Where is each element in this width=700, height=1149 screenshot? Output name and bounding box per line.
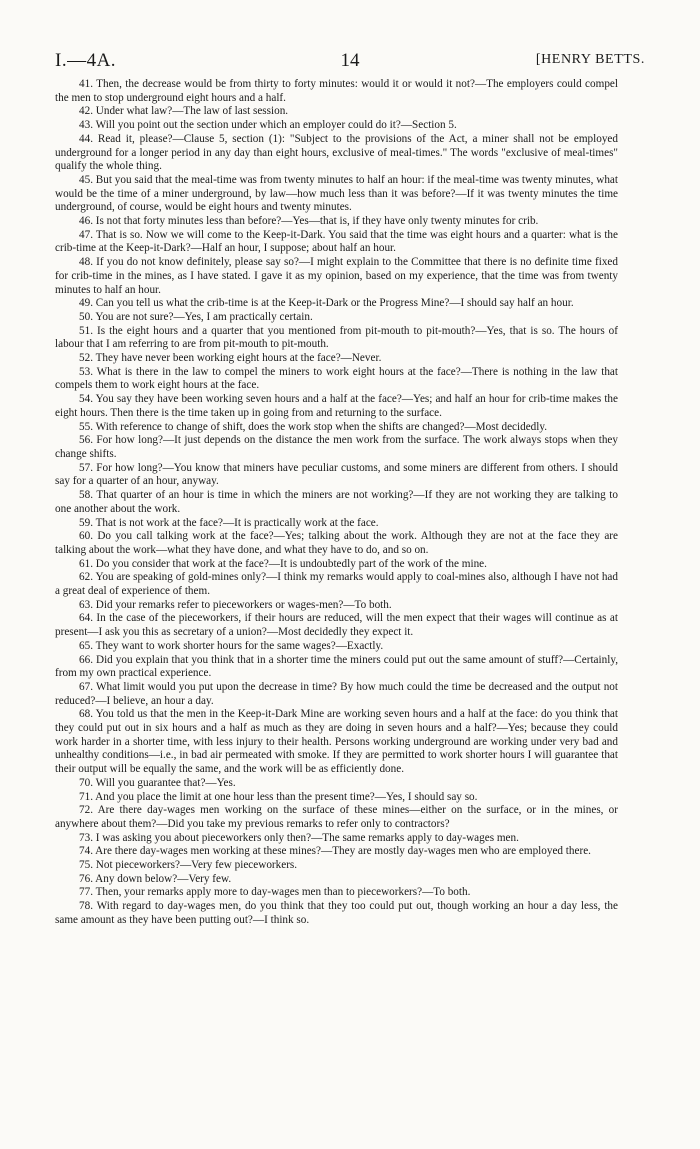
question-43: 43. Will you point out the section under which an employer could do it?—Section 5. <box>79 119 457 132</box>
question-68: 68. You told us that the men in the Keep-it-Dark Mine are working seven hours and a half at the face: do you think that they could put out in six hours and a half as much as they are doing in seven hours and a half?—Yes; because they could work harder in a shorter time, with less injury to their health. Persons working underground are working under very bad and unhealthy conditions—i.e., in bad air permeated with smoke. If they are permitted to work shorter hours I will guarantee that their output will be equally the same, and the work will be as efficiently done. <box>55 708 618 776</box>
question-64: 64. In the case of the pieceworkers, if their hours are reduced, will the men expect that their wages will continue as at present—I ask you this as secretary of a union?—Most decidedly they expect it. <box>55 612 618 639</box>
question-60: 60. Do you call talking work at the face?—Yes; talking about the work. Although they are not at the face they are talking about the work—what they have done, and what they have to do, and so on. <box>55 530 618 556</box>
question-49: 49. Can you tell us what the crib-time is at the Keep-it-Dark or the Progress Mine?—I should say half an hour. <box>79 297 574 310</box>
question-77: 77. Then, your remarks apply more to day-wages men than to pieceworkers?—To both. <box>79 886 471 899</box>
question-57: 57. For how long?—You know that miners have peculiar customs, and some miners are different from others. I should say for a quarter of an hour, anyway. <box>55 461 618 488</box>
question-65: 65. They want to work shorter hours for the same wages?—Exactly. <box>79 639 384 652</box>
question-74: 74. Are there day-wages men working at these mines?—They are mostly day-wages men who are employed there. <box>79 845 591 858</box>
question-52: 52. They have never been working eight hours at the face?—Never. <box>79 352 382 365</box>
question-63: 63. Did your remarks refer to pieceworkers or wages-men?—To both. <box>79 598 392 611</box>
question-75: 75. Not pieceworkers?—Very few pieceworkers. <box>79 859 298 872</box>
question-72: 72. Are there day-wages men working on the surface of these mines—either on the surface, or in the mines, or anywhere about them?—Did you take my previous remarks to refer only to contractors? <box>55 804 618 830</box>
question-53: 53. What is there in the law to compel the miners to work eight hours at the face?—There is nothing in the law that compels them to work eight hours at the face. <box>55 365 618 392</box>
question-41: 41. Then, the decrease would be from thirty to forty minutes: would it or would it not?—The employers could compel the men to stop underground eight hours and a half. <box>55 78 618 104</box>
question-55: 55. With reference to change of shift, does the work stop when the shifts are changed?—Most decidedly. <box>79 420 548 433</box>
page-number: 14 <box>340 50 360 71</box>
question-67: 67. What limit would you put upon the decrease in time? By how much could the time be decreased and the output not reduced?—I believe, an hour a day. <box>55 680 618 707</box>
question-61: 61. Do you consider that work at the face?—It is undoubtedly part of the work of the mine. <box>79 557 487 570</box>
question-66: 66. Did you explain that you think that in a shorter time the miners could put out the same amount of stuff?—Certainly, from my own practical experience. <box>55 653 618 680</box>
witness-name: [HENRY BETTS. <box>535 52 645 67</box>
question-70: 70. Will you guarantee that?—Yes. <box>79 776 236 789</box>
question-71: 71. And you place the limit at one hour less than the present time?—Yes, I should say so. <box>79 790 478 803</box>
question-76: 76. Any down below?—Very few. <box>79 872 232 885</box>
evidence-text <box>55 78 618 928</box>
question-59: 59. That is not work at the face?—It is practically work at the face. <box>79 516 379 529</box>
page-header <box>55 50 645 72</box>
question-48: 48. If you do not know definitely, please say so?—I might explain to the Committee that there is no definite time fixed for crib-time in the mines, as I have stated. I gave it as my opinion, based on my experience, that the time was from twenty minutes to half an hour. <box>55 256 618 296</box>
question-58: 58. That quarter of an hour is time in which the miners are not working?—If they are not working they are talking to one another about the work. <box>55 489 618 515</box>
question-51: 51. Is the eight hours and a quarter that you mentioned from pit-mouth to pit-mouth?—Yes, that is so. The hours of labour that I am referring to are from pit-mouth to pit-mouth. <box>55 324 618 351</box>
question-56: 56. For how long?—It just depends on the distance the men work from the surface. The work always stops when they change shifts. <box>55 434 618 460</box>
question-42: 42. Under what law?—The law of last session. <box>79 105 289 118</box>
question-78: 78. With regard to day-wages men, do you think that they too could put out, though working an hour a day less, the same amount as they have been putting out?—I think so. <box>55 900 618 926</box>
document-reference: I.—4A. <box>55 50 117 71</box>
question-45: 45. But you said that the meal-time was from twenty minutes to half an hour: if the meal-time was twenty minutes, what would be the time of a miner underground, by law—how much less than it was before?—If it was twenty minutes the time underground, of course, would be eight hours and twenty minutes. <box>55 173 618 214</box>
question-44: 44. Read it, please?—Clause 5, section (1): "Subject to the provisions of the Act, a miner shall not be employed underground for a longer period in any day than eight hours, exclusive of meal-times." The words "exclusive of meal-times" qualify the whole thing. <box>55 132 618 173</box>
question-50: 50. You are not sure?—Yes, I am practically certain. <box>79 310 313 323</box>
question-62: 62. You are speaking of gold-mines only?—I think my remarks would apply to coal-mines also, although I have not had a great deal of experience of them. <box>55 571 618 598</box>
question-47: 47. That is so. Now we will come to the Keep-it-Dark. You said that the time was eight hours and a quarter: what is the crib-time at the Keep-it-Dark?—Half an hour, I suppose; about half an hour. <box>55 228 618 255</box>
question-73: 73. I was asking you about pieceworkers only then?—The same remarks apply to day-wages men. <box>79 831 519 844</box>
question-54: 54. You say they have been working seven hours and a half at the face?—Yes; and half an hour for crib-time makes the eight hours. Then there is the time taken up in going from and returning to the surface. <box>55 393 618 419</box>
question-46: 46. Is not that forty minutes less than before?—Yes—that is, if they have only twenty minutes for crib. <box>79 215 539 228</box>
